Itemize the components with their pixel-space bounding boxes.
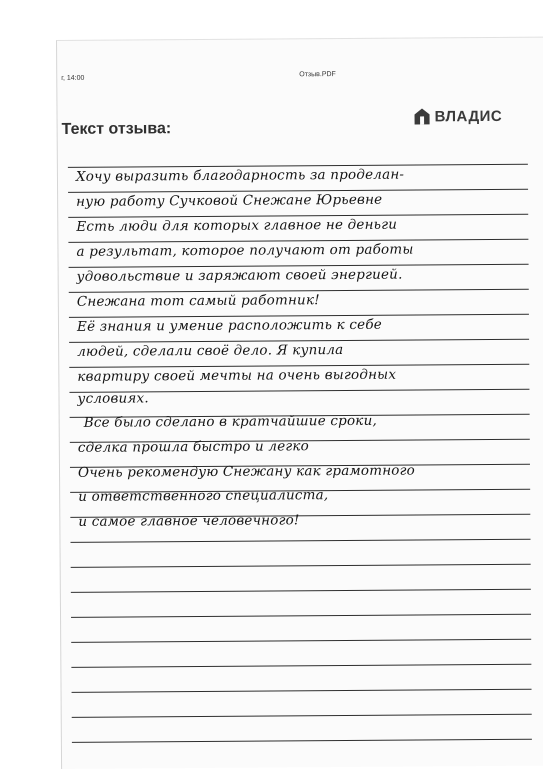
vladis-logo — [413, 105, 502, 128]
ruled-line — [71, 614, 531, 618]
ruled-line — [71, 639, 531, 643]
review-line: Очень рекомендую Снежану как грамотного — [77, 462, 416, 481]
ruled-line — [71, 564, 531, 568]
ruled-lines — [68, 146, 542, 769]
review-line: Есть люди для которых главное не деньги — [76, 216, 398, 235]
ruled-line — [72, 714, 532, 718]
review-line: Хочу выразить благодарность за проделан- — [75, 166, 405, 185]
review-line: Её знания и умение расположить к себе — [76, 316, 382, 335]
ruled-line — [71, 664, 531, 668]
review-heading: Текст отзыва: — [61, 120, 172, 138]
ruled-line — [71, 539, 531, 543]
logo-text: ВЛАДИС — [434, 107, 503, 125]
review-line: Снежана тот самый работник! — [76, 292, 320, 310]
review-line: квартиру своей мечты на очень выгодных — [77, 366, 397, 385]
review-line: сделка прошла быстро и легко — [77, 438, 310, 456]
review-line: условиях. — [77, 390, 149, 407]
ruled-line — [71, 589, 531, 593]
review-line: а результат, которое получают от работы — [76, 241, 414, 260]
print-header — [57, 70, 543, 89]
review-line: и ответственного специалиста, — [78, 487, 329, 505]
ruled-line — [72, 689, 532, 693]
review-line: удовольствие и заряжают своей энергией. — [76, 266, 403, 285]
review-line: и самое главное человечного! — [78, 512, 300, 530]
ruled-line — [72, 739, 532, 743]
print-filename: Отзыв.PDF — [299, 71, 336, 79]
house-icon — [413, 107, 430, 125]
review-line: Все было сделано в кратчайшие сроки, — [83, 412, 377, 431]
review-line: людей, сделали своё дело. Я купила — [77, 342, 344, 360]
print-time: г, 14:00 — [61, 74, 85, 82]
review-line: ную работу Сучковой Снежане Юрьевне — [76, 191, 383, 210]
scanned-page — [56, 37, 543, 769]
